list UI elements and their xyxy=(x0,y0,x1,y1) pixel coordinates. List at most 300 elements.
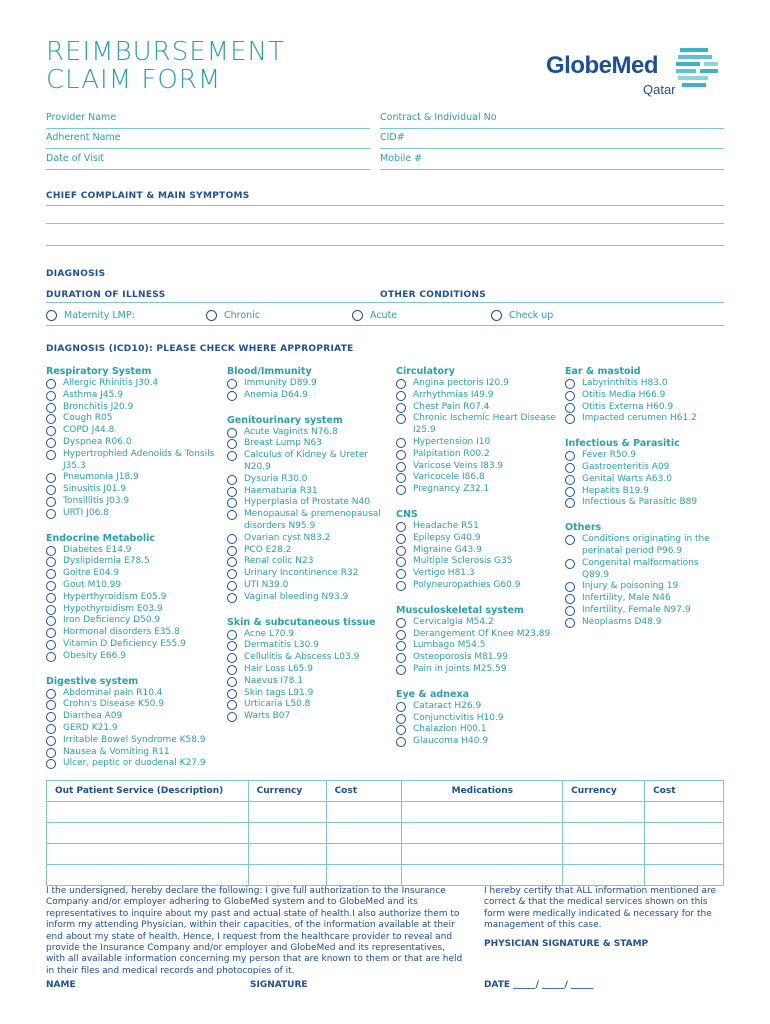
radio-circle-icon[interactable] xyxy=(46,581,56,591)
radio-circle-icon[interactable] xyxy=(565,606,575,616)
icd-item-label: Irritable Bowel Syndrome K58.9 xyxy=(63,734,206,745)
icd-item-label: Cough R05 xyxy=(63,413,113,424)
logo-name: GlobeMed xyxy=(546,52,659,79)
icd-item-label: Infertility, Male N46 xyxy=(582,593,671,604)
table-cell[interactable] xyxy=(326,844,402,865)
icd-checkbox-item[interactable] xyxy=(396,640,558,652)
icd-item-label: Bronchitis J20.9 xyxy=(63,401,134,412)
icd-item-label: Hypertension I10 xyxy=(413,436,491,447)
icd-checkbox-item[interactable] xyxy=(565,390,725,402)
icd-checkbox-item[interactable] xyxy=(227,438,392,450)
icd-checkbox-item[interactable] xyxy=(396,580,558,592)
table-cell[interactable] xyxy=(563,844,645,865)
radio-circle-icon[interactable] xyxy=(227,487,237,497)
icd-checkbox-item[interactable] xyxy=(396,629,558,641)
icd-checkbox-item[interactable] xyxy=(396,390,558,402)
icd-checkbox-item[interactable] xyxy=(46,688,221,700)
table-cell[interactable] xyxy=(248,844,326,865)
icd-item-label: Acute Vaginits N76.8 xyxy=(244,426,338,437)
icd-checkbox-item[interactable] xyxy=(565,534,725,558)
icd-checkbox-item[interactable] xyxy=(46,437,221,449)
radio-circle-icon[interactable] xyxy=(565,451,575,461)
icd-checkbox-item[interactable] xyxy=(227,676,392,688)
table-cell[interactable] xyxy=(47,823,249,844)
icd-group-title: Others xyxy=(565,522,602,534)
icd-checkbox-item[interactable] xyxy=(396,556,558,568)
icd-checkbox-item[interactable] xyxy=(46,484,221,496)
icd-checkbox-item[interactable] xyxy=(565,593,725,605)
complaint-line[interactable] xyxy=(46,245,724,246)
icd-checkbox-item[interactable] xyxy=(396,736,558,748)
icd-heading: DIAGNOSIS (ICD10): PLEASE CHECK WHERE APPROPRIATE xyxy=(46,344,354,354)
icd-checkbox-item[interactable] xyxy=(46,508,221,520)
title-line-2: CLAIM FORM xyxy=(46,65,222,95)
icd-item-label: Asthma J45.9 xyxy=(63,389,123,400)
radio-circle-icon[interactable] xyxy=(565,618,575,628)
icd-checkbox-item[interactable] xyxy=(565,486,725,498)
adherent-name-field[interactable]: Adherent Name xyxy=(46,132,370,149)
icd-item-label: GERD K21.9 xyxy=(63,722,118,733)
table-cell[interactable] xyxy=(248,802,326,823)
icd-checkbox-item[interactable] xyxy=(396,664,558,676)
provider-name-field[interactable]: Provider Name xyxy=(46,112,370,129)
radio-circle-icon[interactable] xyxy=(46,426,56,436)
icd-item-label: Urinary Incontinence R32 xyxy=(244,568,359,579)
icd-checkbox-item[interactable] xyxy=(227,640,392,652)
table-row xyxy=(47,844,724,865)
radio-circle-icon[interactable] xyxy=(396,702,406,712)
table-cell[interactable] xyxy=(563,802,645,823)
icd-checkbox-item[interactable] xyxy=(565,581,725,593)
radio-circle-icon[interactable] xyxy=(396,534,406,544)
radio-circle-icon[interactable] xyxy=(227,428,237,438)
icd-item-label: Diarrhea A09 xyxy=(63,711,123,722)
icd-checkbox-item[interactable] xyxy=(227,688,392,700)
icd-checkbox-item[interactable] xyxy=(46,472,221,484)
cid-field[interactable]: CID# xyxy=(380,132,724,149)
icd-checkbox-item[interactable] xyxy=(227,711,392,723)
radio-circle-icon[interactable] xyxy=(396,485,406,495)
radio-circle-icon[interactable] xyxy=(46,652,56,662)
icd-item-label: Vitamin D Deficiency E55.9 xyxy=(63,638,186,649)
icd-item-label: Otitis Media H66.9 xyxy=(582,389,666,400)
icd-checkbox-item[interactable] xyxy=(227,629,392,641)
icd-checkbox-item[interactable] xyxy=(565,462,725,474)
radio-circle-icon[interactable] xyxy=(227,534,237,544)
radio-circle-icon[interactable] xyxy=(565,391,575,401)
icd-checkbox-item[interactable] xyxy=(227,378,392,390)
icd-item-label: Obesity E66.9 xyxy=(63,650,126,661)
radio-circle-icon[interactable] xyxy=(352,310,363,321)
icd-item-label: Osteoporosis M81.99 xyxy=(413,652,508,663)
radio-circle-icon[interactable] xyxy=(565,498,575,508)
icd-checkbox-item[interactable] xyxy=(396,461,558,473)
icd-checkbox-item[interactable] xyxy=(565,617,725,629)
icd-group-title: Blood/Immunity xyxy=(227,366,312,377)
duration-line xyxy=(46,302,724,303)
icd-checkbox-item[interactable] xyxy=(227,556,392,568)
icd-item-label: Multiple Sclerosis G35 xyxy=(413,556,513,567)
radio-circle-icon[interactable] xyxy=(396,557,406,567)
radio-circle-icon[interactable] xyxy=(46,640,56,650)
radio-circle-icon[interactable] xyxy=(565,379,575,389)
table-cell[interactable] xyxy=(402,844,563,865)
table-cell[interactable] xyxy=(402,802,563,823)
icd-item-label: PCO E28.2 xyxy=(244,544,292,555)
icd-checkbox-item[interactable] xyxy=(46,402,221,414)
radio-circle-icon[interactable] xyxy=(46,700,56,710)
radio-circle-icon[interactable] xyxy=(396,462,406,472)
icd-group-title: Ear & mastoid xyxy=(565,366,641,377)
icd-item-label: Congenital malformations Q89.9 xyxy=(582,557,699,580)
icd-checkbox-item[interactable] xyxy=(396,402,558,414)
icd-checkbox-item[interactable] xyxy=(46,723,221,735)
radio-circle-icon[interactable] xyxy=(227,630,237,640)
table-cell[interactable] xyxy=(326,865,402,886)
icd-checkbox-item[interactable] xyxy=(46,449,221,473)
icd-checkbox-item[interactable] xyxy=(396,484,558,496)
icd-checkbox-item[interactable] xyxy=(565,378,725,390)
icd-checkbox-item[interactable] xyxy=(227,450,392,474)
icd-item-label: Hair Loss L65.9 xyxy=(244,663,313,674)
radio-circle-icon[interactable] xyxy=(227,475,237,485)
icd-item-label: Infectious & Parasitic B89 xyxy=(582,497,698,508)
complaint-line[interactable] xyxy=(46,205,724,206)
table-cell[interactable] xyxy=(47,865,249,886)
icd-checkbox-item[interactable] xyxy=(227,509,392,533)
radio-circle-icon[interactable] xyxy=(46,546,56,556)
icd-item-label: Hypothyroidism E03.9 xyxy=(63,603,163,614)
radio-circle-icon[interactable] xyxy=(227,569,237,579)
icd-checkbox-item[interactable] xyxy=(227,580,392,592)
table-cell[interactable] xyxy=(47,844,249,865)
icd-checkbox-item[interactable] xyxy=(227,474,392,486)
icd-item-label: Sinusitis J01.9 xyxy=(63,484,127,495)
icd-checkbox-item[interactable] xyxy=(227,652,392,664)
icd-item-label: Nausea & Vomiting R11 xyxy=(63,746,170,757)
icd-checkbox-item[interactable] xyxy=(46,568,221,580)
radio-circle-icon[interactable] xyxy=(46,450,56,460)
radio-circle-icon[interactable] xyxy=(227,700,237,710)
icd-checkbox-item[interactable] xyxy=(227,497,392,509)
icd-checkbox-item[interactable] xyxy=(227,545,392,557)
icd-checkbox-item[interactable] xyxy=(46,556,221,568)
radio-circle-icon[interactable] xyxy=(227,689,237,699)
icd-item-label: Allergic Rhinitis J30.4 xyxy=(63,378,159,388)
radio-circle-icon[interactable] xyxy=(565,475,575,485)
icd-checkbox-item[interactable] xyxy=(396,378,558,390)
radio-circle-icon[interactable] xyxy=(227,546,237,556)
chief-complaint-heading: CHIEF COMPLAINT & MAIN SYMPTOMS xyxy=(46,191,250,201)
radio-circle-icon[interactable] xyxy=(46,616,56,626)
icd-checkbox-item[interactable] xyxy=(227,568,392,580)
radio-circle-icon[interactable] xyxy=(227,653,237,663)
icd-checkbox-item[interactable] xyxy=(46,413,221,425)
title-line-1: REIMBURSEMENT xyxy=(46,37,285,67)
icd-item-label: Hypertrophied Adenoids & Tonsils J35.3 xyxy=(63,448,215,471)
icd-item-label: Varicose Veins I83.9 xyxy=(413,460,504,471)
radio-circle-icon[interactable] xyxy=(227,510,237,520)
icd-checkbox-item[interactable] xyxy=(396,652,558,664)
icd-checkbox-item[interactable] xyxy=(396,713,558,725)
radio-circle-icon[interactable] xyxy=(46,736,56,746)
icd-checkbox-item[interactable] xyxy=(46,639,221,651)
radio-circle-icon[interactable] xyxy=(46,391,56,401)
radio-circle-icon[interactable] xyxy=(396,403,406,413)
table-cell[interactable] xyxy=(402,865,563,886)
radio-circle-icon[interactable] xyxy=(46,748,56,758)
radio-circle-icon[interactable] xyxy=(396,725,406,735)
other-conditions-heading: OTHER CONDITIONS xyxy=(380,290,487,300)
radio-circle-icon[interactable] xyxy=(227,665,237,675)
option-check-up[interactable]: Check up xyxy=(491,310,553,321)
option-acute[interactable]: Acute xyxy=(352,310,397,321)
radio-circle-icon[interactable] xyxy=(396,581,406,591)
contract-no-field[interactable]: Contract & Individual No xyxy=(380,112,724,129)
icd-checkbox-item[interactable] xyxy=(227,390,392,402)
radio-circle-icon[interactable] xyxy=(396,714,406,724)
radio-circle-icon[interactable] xyxy=(46,759,56,769)
icd-checkbox-item[interactable] xyxy=(46,580,221,592)
radio-circle-icon[interactable] xyxy=(227,641,237,651)
radio-circle-icon[interactable] xyxy=(396,665,406,675)
icd-item-label: Skin tags L91.9 xyxy=(244,687,314,698)
radio-circle-icon[interactable] xyxy=(46,509,56,519)
radio-circle-icon[interactable] xyxy=(46,485,56,495)
table-cell[interactable] xyxy=(645,823,724,844)
radio-circle-icon[interactable] xyxy=(46,438,56,448)
icd-checkbox-item[interactable] xyxy=(46,735,221,747)
radio-circle-icon[interactable] xyxy=(46,628,56,638)
icd-column-1 xyxy=(46,362,221,770)
icd-item-label: Conditions originating in the perinatal period P96.9 xyxy=(582,534,710,556)
certification-text: I hereby certify that ALL information mentioned are correct & that the medical services shown on this form were medically indicated & necessary for the management of this case. xyxy=(484,886,717,931)
icd-checkbox-item[interactable] xyxy=(396,545,558,557)
icd-item-label: Abdominal pain R10.4 xyxy=(63,687,163,698)
icd-checkbox-item[interactable] xyxy=(565,450,725,462)
icd-item-label: Chest Pain R07.4 xyxy=(413,401,490,412)
radio-circle-icon[interactable] xyxy=(227,379,237,389)
icd-checkbox-item[interactable] xyxy=(227,427,392,439)
radio-circle-icon[interactable] xyxy=(46,689,56,699)
icd-checkbox-item[interactable] xyxy=(396,701,558,713)
icd-column-2 xyxy=(227,362,392,723)
col-header: Currency xyxy=(248,781,326,802)
icd-checkbox-item[interactable] xyxy=(46,425,221,437)
radio-circle-icon[interactable] xyxy=(396,569,406,579)
table-cell[interactable] xyxy=(248,865,326,886)
icd-checkbox-item[interactable] xyxy=(46,615,221,627)
icd-item-label: Dermatitis L30.9 xyxy=(244,640,319,651)
icd-checkbox-item[interactable] xyxy=(227,486,392,498)
table-cell[interactable] xyxy=(563,823,645,844)
radio-circle-icon[interactable] xyxy=(565,594,575,604)
icd-item-label: Pneumonia J18.9 xyxy=(63,472,139,483)
radio-circle-icon[interactable] xyxy=(396,438,406,448)
radio-circle-icon[interactable] xyxy=(396,391,406,401)
signature-label[interactable]: SIGNATURE xyxy=(250,980,308,990)
icd-item-label: Menopausal & premenopausal disorders N95.9 xyxy=(244,509,381,531)
icd-checkbox-item[interactable] xyxy=(565,497,725,509)
mobile-field[interactable]: Mobile # xyxy=(380,153,724,170)
icd-item-label: Hepatits B19.9 xyxy=(582,485,649,496)
date-of-visit-field[interactable]: Date of Visit xyxy=(46,153,370,170)
icd-checkbox-item[interactable] xyxy=(396,617,558,629)
icd-checkbox-item[interactable] xyxy=(46,604,221,616)
table-cell[interactable] xyxy=(402,823,563,844)
radio-circle-icon[interactable] xyxy=(491,310,502,321)
radio-circle-icon[interactable] xyxy=(46,403,56,413)
radio-circle-icon[interactable] xyxy=(46,724,56,734)
table-cell[interactable] xyxy=(47,802,249,823)
radio-circle-icon[interactable] xyxy=(565,414,575,424)
icd-group-title: Skin & subcutaneous tissue xyxy=(227,616,376,628)
radio-circle-icon[interactable] xyxy=(46,557,56,567)
globemed-logo xyxy=(546,44,726,104)
radio-circle-icon[interactable] xyxy=(227,557,237,567)
radio-circle-icon[interactable] xyxy=(46,569,56,579)
radio-circle-icon[interactable] xyxy=(46,473,56,483)
globe-icon xyxy=(674,46,720,90)
complaint-line[interactable] xyxy=(46,223,724,224)
col-header: Cost xyxy=(326,781,402,802)
table-cell[interactable] xyxy=(326,823,402,844)
icd-item-label: Diabetes E14.9 xyxy=(63,544,132,555)
table-cell[interactable] xyxy=(645,865,724,886)
icd-checkbox-item[interactable] xyxy=(565,605,725,617)
icd-item-label: Anemia D64.9 xyxy=(244,389,309,400)
radio-circle-icon[interactable] xyxy=(227,451,237,461)
icd-checkbox-item[interactable] xyxy=(396,437,558,449)
icd-checkbox-item[interactable] xyxy=(565,413,725,425)
icd-checkbox-item[interactable] xyxy=(396,568,558,580)
table-row xyxy=(47,802,724,823)
table-cell[interactable] xyxy=(248,823,326,844)
icd-item-label: Chalazion H00.1 xyxy=(413,724,487,735)
icd-checkbox-item[interactable] xyxy=(46,627,221,639)
icd-checkbox-item[interactable] xyxy=(46,758,221,770)
radio-circle-icon[interactable] xyxy=(396,379,406,389)
icd-checkbox-item[interactable] xyxy=(227,533,392,545)
icd-group-title: Musculoskeletal system xyxy=(396,604,524,616)
icd-checkbox-item[interactable] xyxy=(46,592,221,604)
icd-checkbox-item[interactable] xyxy=(396,521,558,533)
icd-item-label: Chronic Ischemic Heart Disease I25.9 xyxy=(413,413,556,436)
icd-checkbox-item[interactable] xyxy=(46,545,221,557)
icd-checkbox-item[interactable] xyxy=(46,747,221,759)
icd-checkbox-item[interactable] xyxy=(565,402,725,414)
icd-checkbox-item[interactable] xyxy=(46,378,221,390)
radio-circle-icon[interactable] xyxy=(227,498,237,508)
icd-checkbox-item[interactable] xyxy=(46,711,221,723)
icd-checkbox-item[interactable] xyxy=(46,390,221,402)
radio-circle-icon[interactable] xyxy=(396,737,406,747)
table-cell[interactable] xyxy=(563,865,645,886)
radio-circle-icon[interactable] xyxy=(396,522,406,532)
radio-circle-icon[interactable] xyxy=(227,581,237,591)
radio-circle-icon[interactable] xyxy=(565,535,575,545)
option-chronic[interactable]: Chronic xyxy=(206,310,260,321)
radio-circle-icon[interactable] xyxy=(46,310,57,321)
radio-circle-icon[interactable] xyxy=(227,391,237,401)
radio-circle-icon[interactable] xyxy=(46,593,56,603)
date-label[interactable]: DATE _____/ _____/ _____ xyxy=(484,980,594,990)
radio-circle-icon[interactable] xyxy=(46,497,56,507)
radio-circle-icon[interactable] xyxy=(227,593,237,603)
radio-circle-icon[interactable] xyxy=(46,605,56,615)
icd-item-label: Gout M10.99 xyxy=(63,579,122,590)
icd-checkbox-item[interactable] xyxy=(396,533,558,545)
radio-circle-icon[interactable] xyxy=(565,559,575,569)
radio-circle-icon[interactable] xyxy=(396,546,406,556)
radio-circle-icon[interactable] xyxy=(227,439,237,449)
radio-circle-icon[interactable] xyxy=(396,630,406,640)
icd-item-label: Fever R50.9 xyxy=(582,450,636,461)
icd-item-label: Lumbago M54.5 xyxy=(413,640,486,651)
radio-circle-icon[interactable] xyxy=(227,712,237,722)
icd-item-label: Vertigo H81.3 xyxy=(413,568,475,579)
icd-checkbox-item[interactable] xyxy=(396,724,558,736)
icd-checkbox-item[interactable] xyxy=(46,699,221,711)
icd-checkbox-item[interactable] xyxy=(396,472,558,484)
radio-circle-icon[interactable] xyxy=(396,653,406,663)
col-header: Medications xyxy=(402,781,563,802)
radio-circle-icon[interactable] xyxy=(46,414,56,424)
table-cell[interactable] xyxy=(326,802,402,823)
radio-circle-icon[interactable] xyxy=(396,414,406,424)
table-cell[interactable] xyxy=(645,802,724,823)
icd-checkbox-item[interactable] xyxy=(396,413,558,437)
radio-circle-icon[interactable] xyxy=(206,310,217,321)
icd-checkbox-item[interactable] xyxy=(565,558,725,582)
icd-checkbox-item[interactable] xyxy=(565,474,725,486)
radio-circle-icon[interactable] xyxy=(227,677,237,687)
icd-item-label: Dysuria R30.0 xyxy=(244,473,308,484)
icd-item-label: Conjunctivitis H10.9 xyxy=(413,712,504,723)
radio-circle-icon[interactable] xyxy=(396,641,406,651)
name-label[interactable]: NAME xyxy=(46,980,76,990)
icd-checkbox-item[interactable] xyxy=(227,592,392,604)
radio-circle-icon[interactable] xyxy=(565,463,575,473)
radio-circle-icon[interactable] xyxy=(565,487,575,497)
icd-item-label: Varicocele I86.8 xyxy=(413,472,485,483)
icd-group-title: Circulatory xyxy=(396,366,455,377)
radio-circle-icon[interactable] xyxy=(396,450,406,460)
icd-checkbox-item[interactable] xyxy=(396,449,558,461)
icd-checkbox-item[interactable] xyxy=(46,496,221,508)
icd-item-label: Ulcer, peptic or duodenal K27.9 xyxy=(63,758,206,769)
option-maternity[interactable]: Maternity LMP: xyxy=(46,310,135,321)
radio-circle-icon[interactable] xyxy=(565,582,575,592)
diagnosis-heading: DIAGNOSIS xyxy=(46,269,106,279)
icd-checkbox-item[interactable] xyxy=(227,699,392,711)
icd-item-label: Acne L70.9 xyxy=(244,628,295,639)
radio-circle-icon[interactable] xyxy=(565,403,575,413)
radio-circle-icon[interactable] xyxy=(46,712,56,722)
icd-column-3 xyxy=(396,362,558,748)
radio-circle-icon[interactable] xyxy=(396,618,406,628)
icd-checkbox-item[interactable] xyxy=(46,651,221,663)
icd-checkbox-item[interactable] xyxy=(227,664,392,676)
icd-column-4 xyxy=(565,362,725,629)
table-cell[interactable] xyxy=(645,844,724,865)
radio-circle-icon[interactable] xyxy=(46,379,56,389)
icd-item-label: Labyrinthitis H83.0 xyxy=(582,378,668,388)
icd-item-label: Vaginal bleeding N93.9 xyxy=(244,591,349,602)
table-row xyxy=(47,865,724,886)
radio-circle-icon[interactable] xyxy=(396,473,406,483)
icd-group-title: Genitourinary system xyxy=(227,414,343,426)
